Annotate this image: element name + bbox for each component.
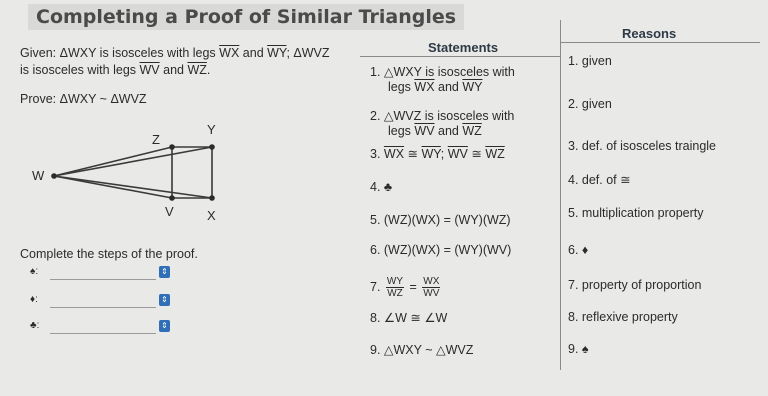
answer-marker: ♠: <box>30 266 39 277</box>
column-divider <box>560 20 561 370</box>
segment-wv: $\overline{WV}$ <box>414 124 435 138</box>
segment-wx: $\overline{WX}$ <box>414 80 435 94</box>
label-v: V <box>165 204 174 219</box>
label-x: X <box>207 208 216 223</box>
equals-sign: = <box>406 279 421 294</box>
segment-wy: $\overline{WY}$ <box>267 46 287 60</box>
segment-wx: $\overline{WX}$ <box>383 147 405 161</box>
label-z: Z <box>152 132 160 147</box>
point-z <box>169 144 175 150</box>
statement-2b <box>388 124 482 138</box>
segment-wy-line <box>54 147 212 176</box>
segment-wz: $\overline{WZ}$ <box>187 63 207 77</box>
statement-6: 6. (WZ)(WX) = (WY)(WV) <box>370 243 512 257</box>
instruction-text: Complete the steps of the proof. <box>20 247 198 261</box>
point-w <box>51 173 57 179</box>
segment-wv: $\overline{WV}$ <box>139 63 160 77</box>
fraction-wy-wz: $\frac{WY}{WZ}$ <box>386 276 404 299</box>
reason-2: 2. given <box>568 97 612 111</box>
header-divider <box>360 56 560 57</box>
point-y <box>209 144 215 150</box>
given-line2-suffix: . <box>206 63 211 77</box>
prove-statement: Prove: ΔWXY ~ ΔWVZ <box>20 92 147 106</box>
statement-5: 5. (WZ)(WX) = (WY)(WZ) <box>370 213 511 227</box>
dropdown-toggle-icon[interactable]: ⇕ <box>159 294 170 306</box>
label-w: W <box>32 168 45 183</box>
step-number: 3. <box>370 147 384 161</box>
statement-7 <box>370 276 442 299</box>
statement-1a: 1. △WXY is isosceles with <box>370 65 515 79</box>
reason-6: 6. ♦ <box>568 243 589 257</box>
reasons-header: Reasons <box>622 26 677 41</box>
segment-wx: $\overline{WX}$ <box>219 46 240 60</box>
statement-2a: 2. △WVZ is isosceles with <box>370 109 515 123</box>
answer-row-spade <box>30 266 170 282</box>
answer-blank[interactable] <box>50 307 156 308</box>
answer-marker: ♦: <box>30 294 38 305</box>
step-number: 7. <box>370 279 384 294</box>
given-line2-prefix: is isosceles with legs <box>20 63 140 77</box>
dropdown-toggle-icon[interactable]: ⇕ <box>159 320 170 332</box>
answer-row-club <box>30 320 170 336</box>
given-prefix: Given: ΔWXY is isosceles with legs <box>20 46 220 60</box>
and-text: and <box>434 80 463 94</box>
reason-5: 5. multiplication property <box>568 206 704 220</box>
reason-3: 3. def. of isosceles traingle <box>568 139 716 153</box>
answer-blank[interactable] <box>50 333 156 334</box>
triangle-outline <box>54 147 212 198</box>
legs-text: legs <box>388 80 415 94</box>
segment-wz: $\overline{WZ}$ <box>462 124 482 138</box>
header-divider-right <box>560 42 760 43</box>
given-line-1 <box>20 46 330 60</box>
point-x <box>209 195 215 201</box>
given-and: and <box>239 46 268 60</box>
segment-wy: $\overline{WY}$ <box>462 80 483 94</box>
statements-header: Statements <box>428 40 499 55</box>
statement-3 <box>370 146 505 161</box>
congruent-symbol: ≅ <box>404 147 422 161</box>
fraction-wx-wv: $\frac{WX}{WV}$ <box>423 276 440 299</box>
answer-marker: ♣: <box>30 320 40 331</box>
statement-9: 9. △WXY ~ △WVZ <box>370 343 474 357</box>
given-suffix: ; ΔWVZ <box>286 46 330 60</box>
reason-7: 7. property of proportion <box>568 278 702 292</box>
given-line-2 <box>20 63 210 77</box>
point-v <box>169 195 175 201</box>
reason-9: 9. ♠ <box>568 342 589 356</box>
segment-wv: $\overline{WV}$ <box>447 147 468 161</box>
and-text: and <box>434 124 463 138</box>
segment-wz: $\overline{WZ}$ <box>485 147 505 161</box>
separator: ; <box>440 147 448 161</box>
statement-1b <box>388 80 483 94</box>
reason-4: 4. def. of ≅ <box>568 173 631 187</box>
reason-8: 8. reflexive property <box>568 310 678 324</box>
statement-8: 8. ∠W ≅ ∠W <box>370 311 448 325</box>
page-title: Completing a Proof of Similar Triangles <box>28 4 464 30</box>
triangle-figure <box>24 118 244 228</box>
label-y: Y <box>207 122 216 137</box>
segment-wx-line <box>54 176 212 198</box>
statement-4: 4. ♣ <box>370 180 393 194</box>
congruent-symbol: ≅ <box>467 147 486 161</box>
dropdown-toggle-icon[interactable]: ⇕ <box>159 266 170 278</box>
answer-row-diamond <box>30 294 170 310</box>
given-line2-and: and <box>159 63 188 77</box>
answer-blank[interactable] <box>50 279 156 280</box>
reason-1: 1. given <box>568 54 612 68</box>
segment-wy: $\overline{WY}$ <box>421 147 441 161</box>
legs-text: legs <box>388 124 415 138</box>
